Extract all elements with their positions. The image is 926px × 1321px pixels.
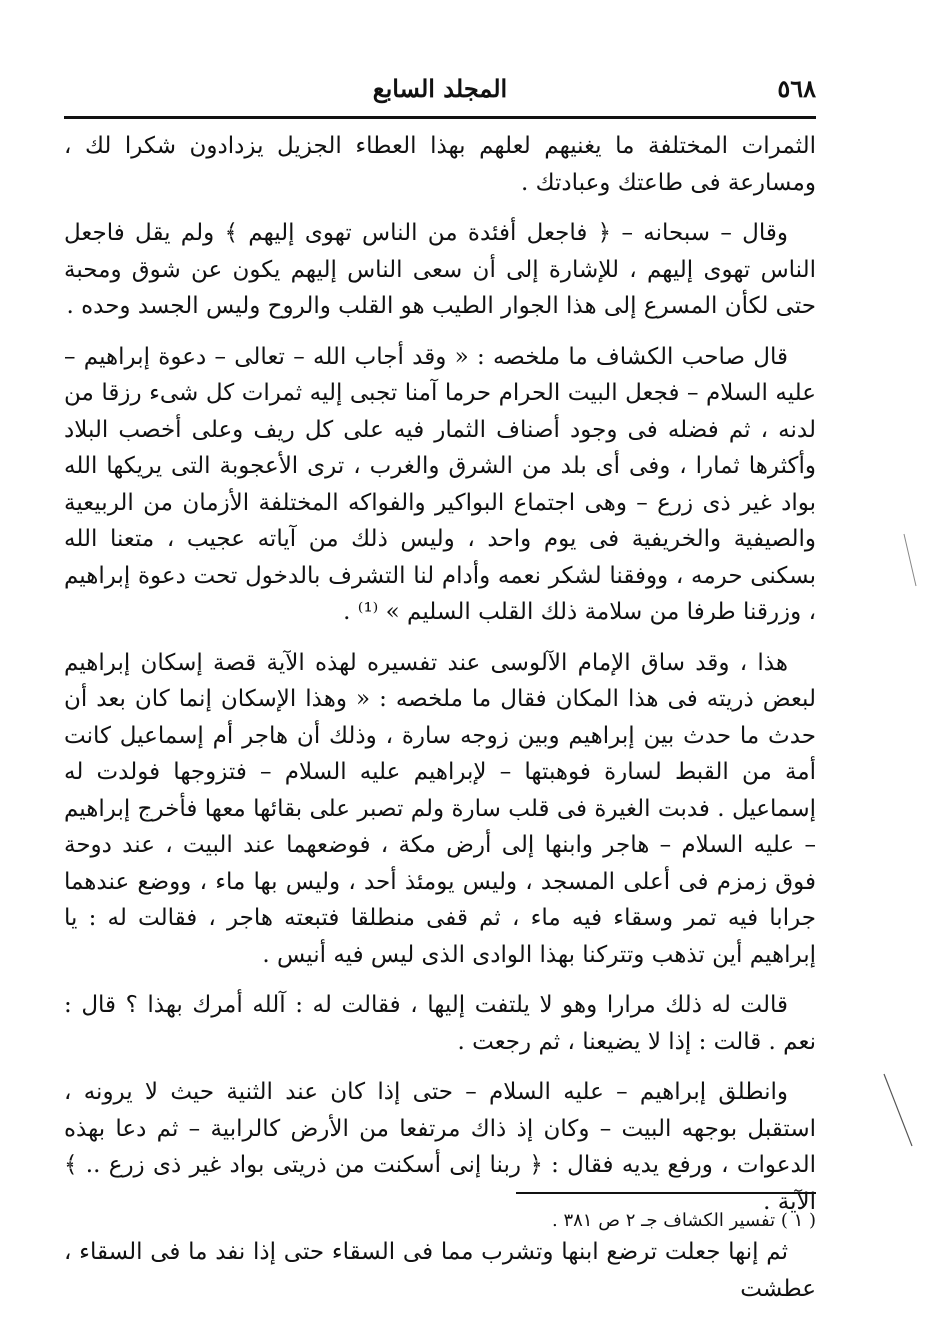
- paragraph: وقال – سبحانه – ﴿ فاجعل أفئدة من الناس تهوى إليهم ﴾ ولم يقل فاجعل الناس تهوى إليهم ، للإشارة إلى أن سعى الناس إليهم يكون عن شوق ومحبة حتى لكأن المسرع إلى هذا الجوار الطيب هو القلب والروح وليس الجسد وحده .: [64, 220, 816, 319]
- footnote: ( ١ ) تفسير الكشاف جـ ٢ ص ٣٨١ .: [552, 1210, 816, 1231]
- running-title: المجلد السابع: [372, 74, 508, 103]
- margin-scratch-mark: [878, 1070, 918, 1150]
- paragraph: هذا ، وقد ساق الإمام الآلوسى عند تفسيره لهذه الآية قصة إسكان إبراهيم لبعض ذريته فى هذا المكان فقال ما ملخصه : « وهذا الإسكان إنما كان بعد أن حدث ما حدث بين إبراهيم وبين زوجه سارة ، وذلك أن هاجر أم إسماعيل كانت أمة من القبط لسارة فوهبتها – لإبراهيم عليه السلام – فتزوجها فولدت له إسماعيل . فدبت الغيرة فى قلب سارة ولم تصبر على بقائها معها فأخرج إبراهيم – عليه السلام – هاجر وابنها إلى أرض مكة ، فوضعهما عند البيت ، عند دوحة فوق زمزم فى أعلى المسجد ، وليس يومئذ أحد ، وليس بها ماء ، ووضع عندهما جرابا فيه تمر وسقاء فيه ماء ، ثم قفى منطلقا فتبعته هاجر ، فقالت له : يا إبراهيم أين تذهب وتتركنا بهذا الوادى الذى ليس فيه أنيس .: [64, 649, 816, 968]
- paragraph: قالت له ذلك مرارا وهو لا يلتفت إليها ، فقالت له : آلله أمرك بهذا ؟ قال : نعم . قالت : إذا لا يضيعنا ، ثم رجعت .: [64, 992, 816, 1055]
- header-rule: [64, 116, 816, 119]
- footnote-rule: [516, 1192, 816, 1194]
- paragraph: وانطلق إبراهيم – عليه السلام – حتى إذا كان عند الثنية حيث لا يرونه ، استقبل بوجهه البيت – وكان إذ ذاك مرتفعا من الأرض كالرابية – ثم دعا بهذه الدعوات ، ورفع يديه فقال : ﴿ ربنا إنى أسكنت من ذريتى بواد غير ذى زرع .. ﴾ الآية .: [64, 1079, 816, 1215]
- paragraph: قال صاحب الكشاف ما ملخصه : « وقد أجاب الله – تعالى – دعوة إبراهيم – عليه السلام – فجعل البيت الحرام حرما آمنا تجبى إليه ثمرات كل شىء رزقا من لدنه ، ثم فضله فى وجود أصناف الثمار فيه على كل ريف وعلى أخصب البلاد وأكثرها ثمارا ، وفى أى بلد من الشرق والغرب ، ترى الأعجوبة التى يريكها الله بواد غير ذى زرع – وهى اجتماع البواكير والفواكه المختلفة الأزمان من الربيعية والصيفية والخريفية فى يوم واحد ، وليس ذلك من آياته عجيب ، متعنا الله بسكنى حرمه ، ووفقنا لشكر نعمه وأدام لنا التشرف بالدخول تحت دعوة إبراهيم ، وزرقنا طرفا من سلامة ذلك القلب السليم » ⁽¹⁾ .: [64, 343, 816, 625]
- paragraph: ثم إنها جعلت ترضع ابنها وتشرب مما فى السقاء حتى إذا نفد ما فى السقاء ، عطشت: [64, 1239, 816, 1302]
- page-header: [64, 60, 816, 116]
- page-number: ٥٦٨: [777, 74, 816, 103]
- book-page: [64, 60, 816, 1300]
- paragraph: الثمرات المختلفة ما يغنيهم لعلهم بهذا العطاء الجزيل يزدادون شكرا لك ، ومسارعة فى طاعتك وعبادتك .: [64, 133, 816, 196]
- body-text: [64, 128, 816, 1321]
- margin-scratch-mark: [900, 530, 920, 590]
